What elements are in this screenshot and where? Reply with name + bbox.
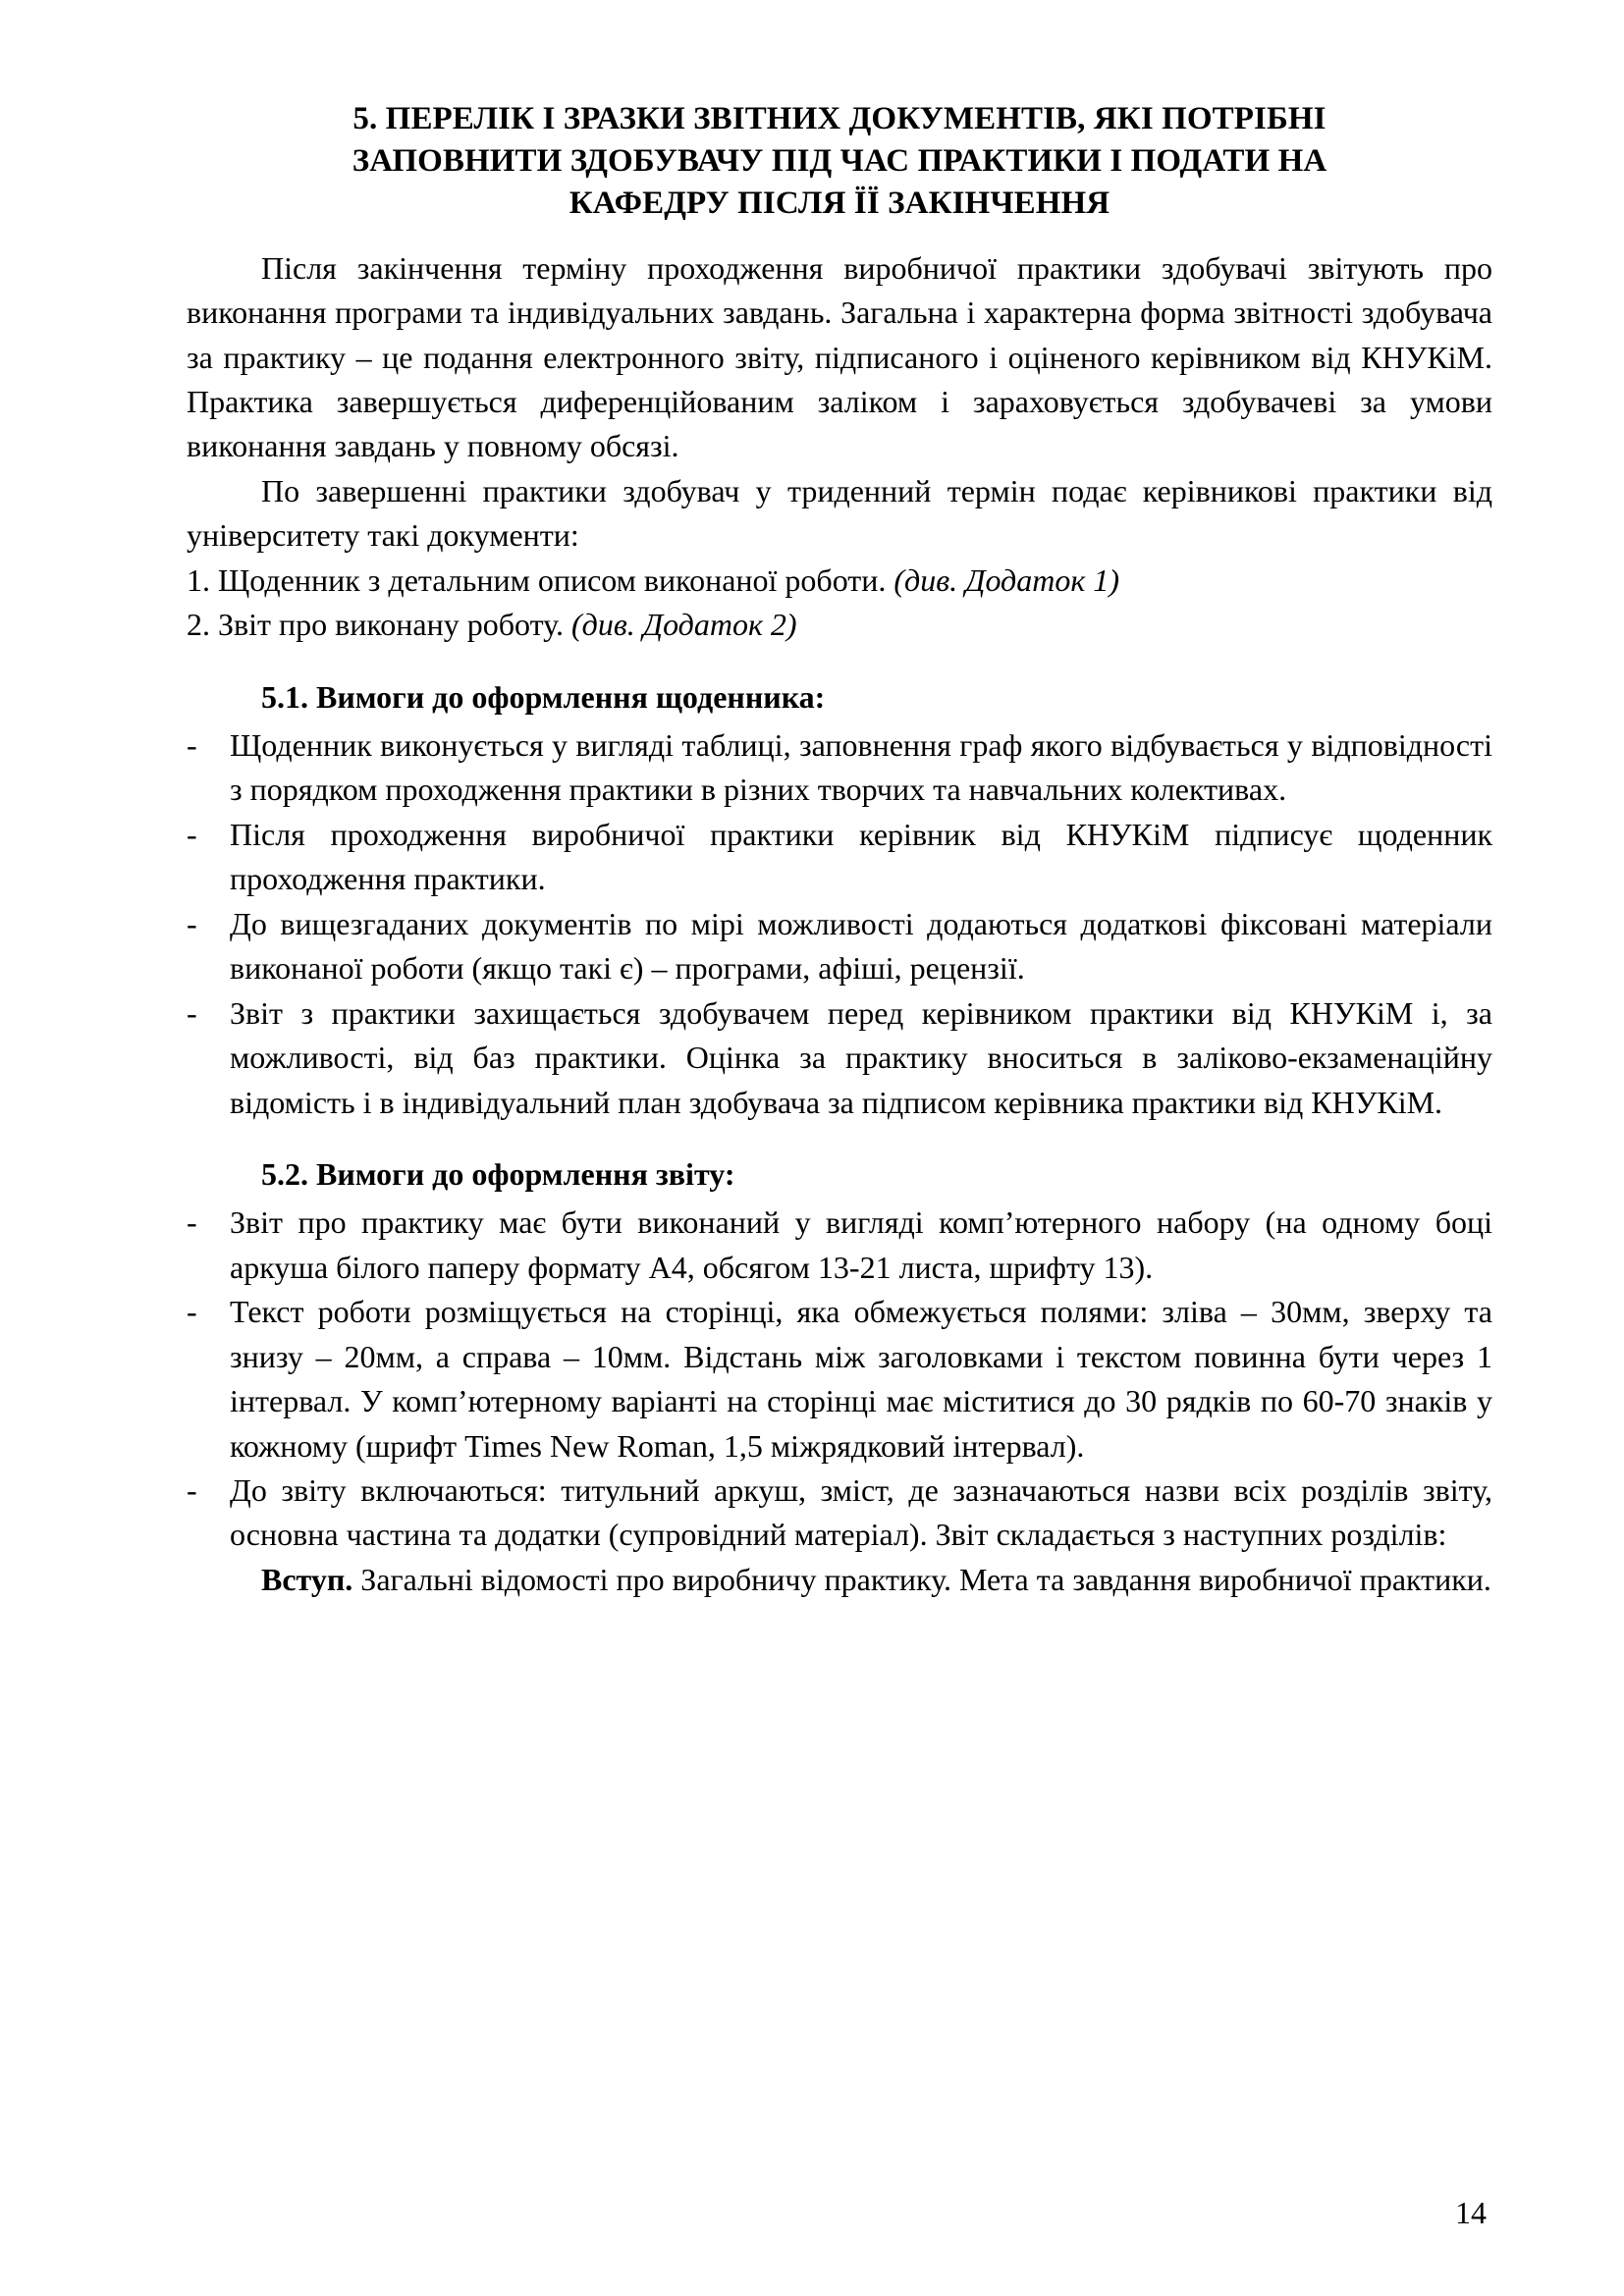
closing-paragraph-lead: Вступ. — [261, 1561, 353, 1597]
list-item — [187, 991, 1492, 1125]
dash-bullet-icon: - — [187, 905, 197, 941]
list-item-text: Звіт про практику має бути виконаний у вигляді комп’ютерного набору (на одному боці аркуша білого паперу формату А4, обсягом 13-21 листа, шрифту 13). — [230, 1204, 1492, 1285]
list-item — [187, 1468, 1492, 1558]
section-heading-5-1: 5.1. Вимоги до оформлення щоденника: — [261, 678, 826, 715]
list-item-text: До звіту включаються: титульний аркуш, зміст, де зазначаються назви всіх розділів звіту, основна частина та додатки (супровідний матеріал). Звіт складається з наступних розділів: — [230, 1472, 1492, 1553]
list-item — [187, 813, 1492, 902]
intro-paragraph-2: По завершенні практики здобувач у триденний термін подає керівникові практики від університету такі документи: — [187, 472, 1492, 554]
dash-bullet-icon: - — [187, 1472, 197, 1509]
document-body — [187, 98, 1492, 1602]
list-item — [187, 1290, 1492, 1468]
dash-bullet-icon: - — [187, 1204, 197, 1241]
intro-paragraph-1: Після закінчення терміну проходження виробничої практики здобувачі звітують про виконання програми та індивідуальних завдань. Загальна і характерна форма звітності здобувача за практику – це подання електронного звіту, підписаного і оціненого керівником від КНУКіМ. Практика завершується диференційованим заліком і зараховується здобувачеві за умови виконання завдань у повному обсязі. — [187, 249, 1492, 464]
numbered-item-2-text: 2. Звіт про виконану роботу. — [187, 607, 571, 643]
numbered-item-1 — [187, 559, 1492, 603]
section-5-2-list — [187, 1201, 1492, 1558]
numbered-item-2 — [187, 603, 1492, 647]
numbered-item-2-note: (див. Додаток 2) — [570, 607, 797, 643]
dash-bullet-icon: - — [187, 816, 197, 852]
dash-bullet-icon: - — [187, 994, 197, 1031]
page-title-line-3: КАФЕДРУ ПІСЛЯ ЇЇ ЗАКІНЧЕННЯ — [568, 185, 1110, 221]
page-title — [187, 98, 1492, 225]
closing-paragraph — [187, 1558, 1492, 1602]
list-item-text: Звіт з практики захищається здобувачем перед керівником практики від КНУКіМ і, за можливості, від баз практики. Оцінка за практику вноситься в заліково-екзаменаційну відомість і в індивідуальний план здобувача за підписом керівника практики від КНУКіМ. — [230, 994, 1492, 1120]
section-5-1-list — [187, 723, 1492, 1125]
dash-bullet-icon: - — [187, 1294, 197, 1330]
list-item — [187, 902, 1492, 991]
numbered-item-1-note: (див. Додаток 1) — [893, 561, 1119, 598]
page-title-line-1: 5. ПЕРЕЛІК І ЗРАЗКИ ЗВІТНИХ ДОКУМЕНТІВ, ЯКІ ПОТРІБНІ — [352, 101, 1326, 136]
numbered-item-1-text: 1. Щоденник з детальним описом виконаної роботи. — [187, 561, 894, 598]
dash-bullet-icon: - — [187, 727, 197, 764]
list-item-text: Після проходження виробничої практики керівник від КНУКіМ підписує щоденник проходження практики. — [230, 816, 1492, 897]
list-item — [187, 723, 1492, 813]
list-item-text: Текст роботи розміщується на сторінці, яка обмежується полями: зліва – 30мм, зверху та знизу – 20мм, а справа – 10мм. Відстань між заголовками і текстом повинна бути через 1 інтервал. У комп’ютерному варіанті на сторінці має міститися до 30 рядків по 60-70 знаків у кожному (шрифт Times New Roman, 1,5 міжрядковий інтервал). — [230, 1294, 1492, 1464]
section-heading-5-2: 5.2. Вимоги до оформлення звіту: — [261, 1155, 735, 1192]
list-item — [187, 1201, 1492, 1290]
list-item-text: Щоденник виконується у вигляді таблиці, заповнення граф якого відбувається у відповідності з порядком проходження практики в різних творчих та навчальних колективах. — [230, 727, 1492, 808]
page-title-line-2: ЗАПОВНИТИ ЗДОБУВАЧУ ПІД ЧАС ПРАКТИКИ І ПОДАТИ НА — [352, 142, 1327, 179]
list-item-text: До вищезгаданих документів по мірі можливості додаються додаткові фіксовані матеріали виконаної роботи (якщо такі є) – програми, афіші, рецензії. — [230, 905, 1492, 987]
closing-paragraph-text: Загальні відомості про виробничу практику. Мета та завдання виробничої практики. — [352, 1561, 1491, 1597]
page-number: 14 — [1455, 2195, 1487, 2230]
